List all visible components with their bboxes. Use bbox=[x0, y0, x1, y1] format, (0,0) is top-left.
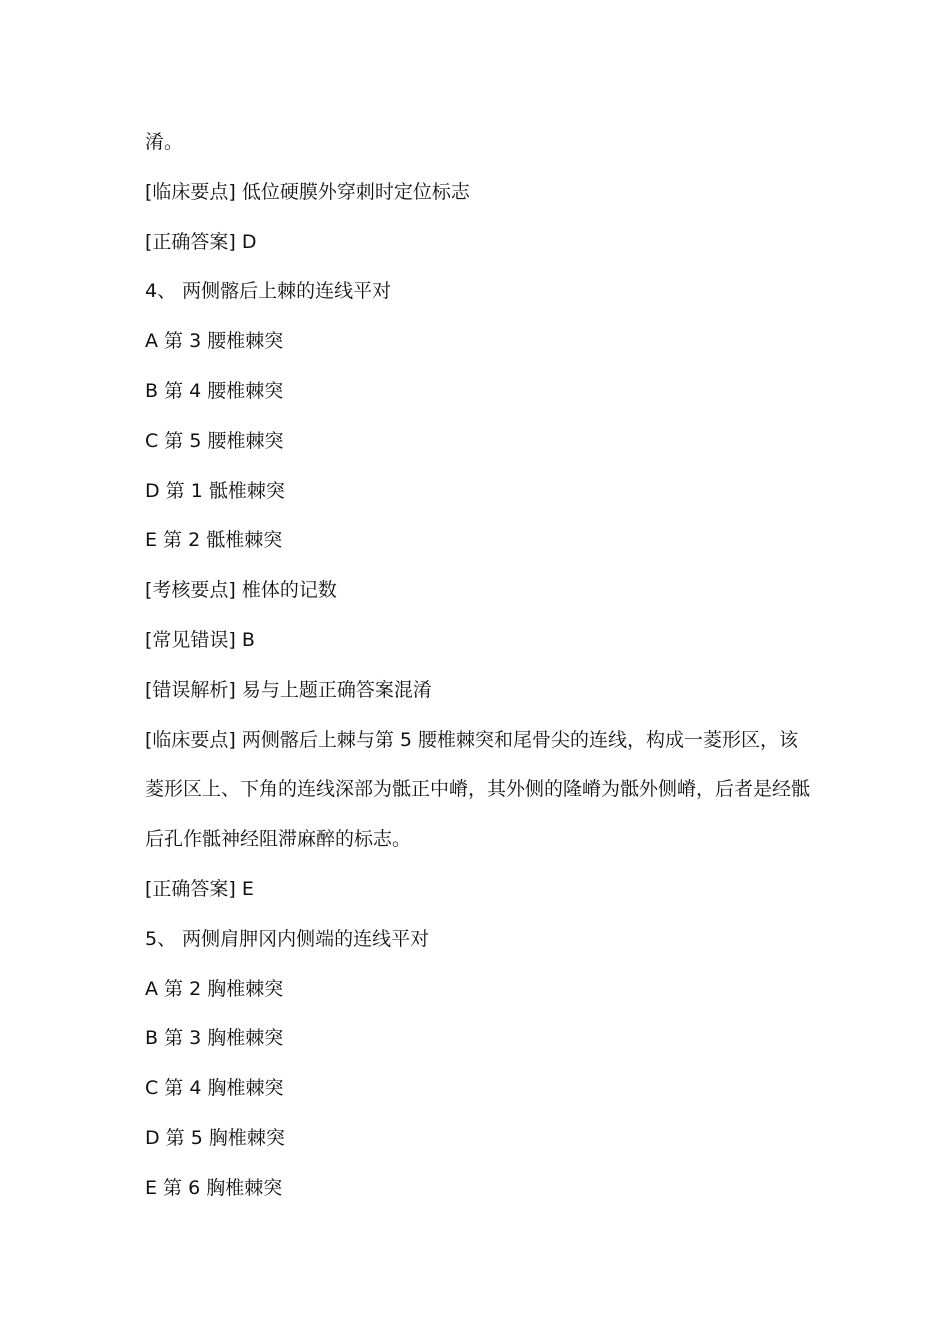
correct-answer-line: [正确答案] E bbox=[145, 877, 254, 900]
correct-answer-line: [正确答案] D bbox=[145, 230, 257, 253]
question-5-option-e: E 第 6 胸椎棘突 bbox=[145, 1176, 283, 1199]
question-4-option-c: C 第 5 腰椎棘突 bbox=[145, 429, 284, 452]
clinical-point-paragraph-line-3: 后孔作骶神经阻滞麻醉的标志。 bbox=[145, 828, 412, 851]
clinical-point-line: [临床要点] 低位硬膜外穿刺时定位标志 bbox=[145, 180, 470, 203]
document-page bbox=[145, 118, 825, 1214]
common-error-line: [常见错误] B bbox=[145, 628, 255, 651]
question-5-option-c: C 第 4 胸椎棘突 bbox=[145, 1077, 284, 1100]
question-4-option-a: A 第 3 腰椎棘突 bbox=[145, 330, 284, 353]
clinical-point-paragraph-line-1: [临床要点] 两侧髂后上棘与第 5 腰椎棘突和尾骨尖的连线，构成一菱形区，该 bbox=[145, 728, 799, 751]
error-analysis-line: [错误解析] 易与上题正确答案混淆 bbox=[145, 678, 432, 701]
question-5-option-a: A 第 2 胸椎棘突 bbox=[145, 977, 284, 1000]
question-4-option-d: D 第 1 骶椎棘突 bbox=[145, 479, 285, 502]
question-4-option-b: B 第 4 腰椎棘突 bbox=[145, 379, 284, 402]
question-4-option-e: E 第 2 骶椎棘突 bbox=[145, 529, 283, 552]
question-5-option-b: B 第 3 胸椎棘突 bbox=[145, 1027, 284, 1050]
question-5: 5、 两侧肩胛冈内侧端的连线平对 bbox=[145, 927, 430, 950]
clinical-point-paragraph-line-2: 菱形区上、下角的连线深部为骶正中嵴，其外侧的隆嵴为骶外侧嵴，后者是经骶 bbox=[145, 778, 811, 801]
text-line-continuation: 淆。 bbox=[145, 131, 184, 153]
question-5-option-d: D 第 5 胸椎棘突 bbox=[145, 1126, 285, 1149]
question-4: 4、 两侧髂后上棘的连线平对 bbox=[145, 280, 392, 303]
exam-point-line: [考核要点] 椎体的记数 bbox=[145, 579, 337, 602]
